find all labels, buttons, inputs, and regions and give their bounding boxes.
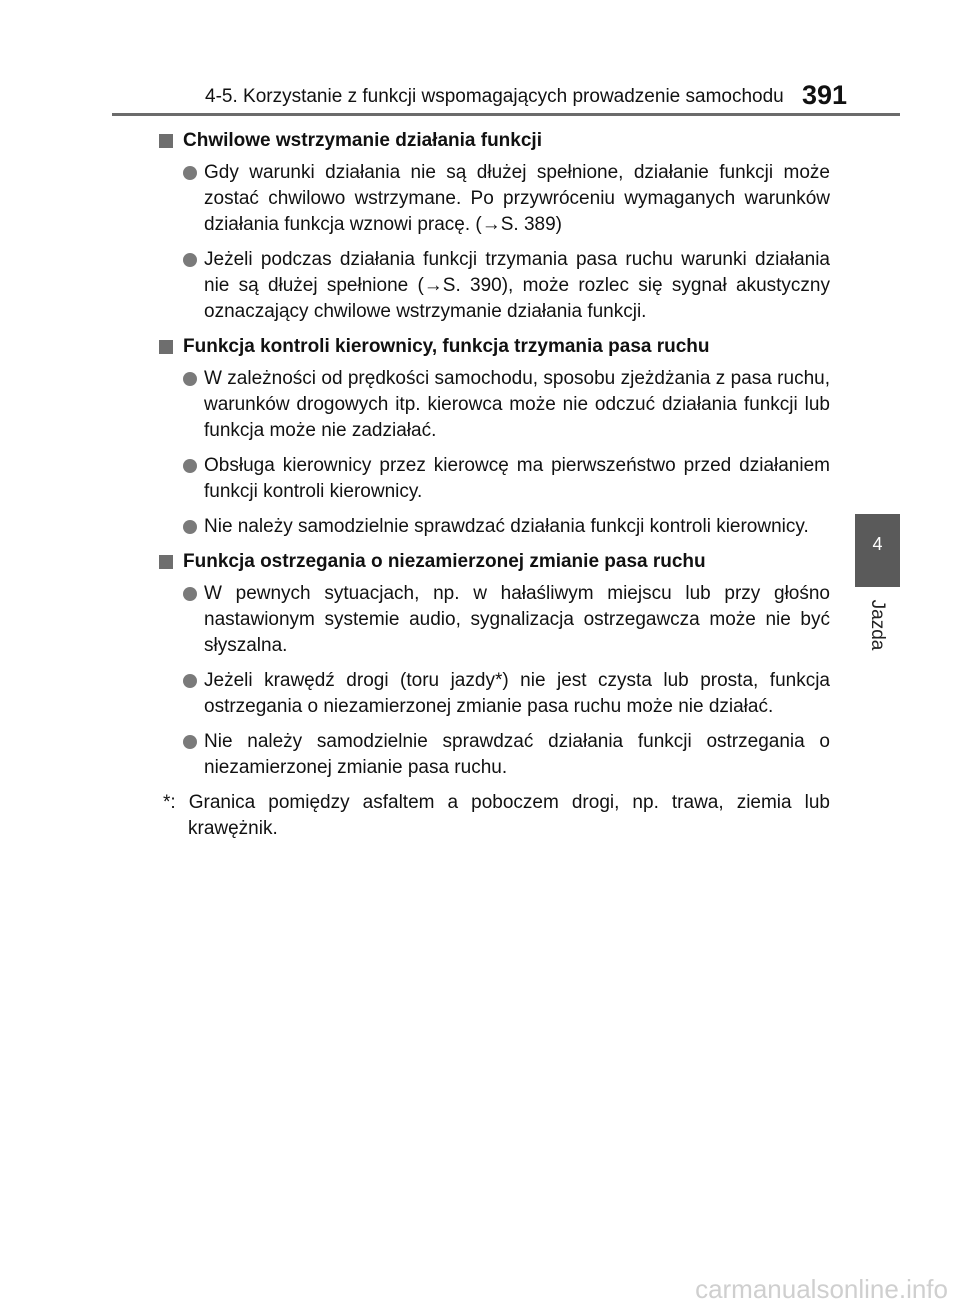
list-item: Jeżeli krawędź drogi (toru jazdy*) nie jest czysta lub prosta, funkcja ostrzegania o niezamierzonej zmianie pasa ruchu może nie działać. bbox=[157, 668, 830, 720]
square-bullet-icon bbox=[159, 134, 173, 148]
list-item: W zależności od prędkości samochodu, sposobu zjeżdżania z pasa ruchu, warunków drogowych itp. kierowca może nie odczuć działania funkcji lub funkcja może nie zadziałać. bbox=[157, 366, 830, 444]
circle-bullet-icon bbox=[183, 372, 197, 386]
circle-bullet-icon bbox=[183, 587, 197, 601]
circle-bullet-icon bbox=[183, 253, 197, 267]
chapter-label: Jazda bbox=[867, 599, 888, 651]
list-item: Obsługa kierownicy przez kierowcę ma pierwszeństwo przed działaniem funkcji kontroli kierownicy. bbox=[157, 453, 830, 505]
chapter-tab bbox=[855, 514, 900, 587]
list-item: W pewnych sytuacjach, np. w hałaśliwym miejscu lub przy głośno nastawionym systemie audio, sygnalizacja ostrzegawcza może nie być słyszalna. bbox=[157, 581, 830, 659]
page-number: 391 bbox=[801, 80, 847, 110]
section-heading: Chwilowe wstrzymanie działania funkcji bbox=[157, 128, 830, 154]
section-title: 4-5. Korzystanie z funkcji wspomagających prowadzenie samochodu bbox=[205, 86, 784, 107]
list-item: Gdy warunki działania nie są dłużej spełnione, działanie funkcji może zostać chwilowo wstrzymane. Po przywróceniu wymaganych warunków działania funkcja wznowi pracę. (→S. 389) bbox=[157, 160, 830, 238]
list-item: Jeżeli podczas działania funkcji trzymania pasa ruchu warunki działania nie są dłużej spełnione (→S. 390), może rozlec się sygnał akustyczny oznaczający chwilowe wstrzymanie działania funkcji. bbox=[157, 247, 830, 325]
footnote: *: Granica pomiędzy asfaltem a poboczem drogi, np. trawa, ziemia lub krawężnik. bbox=[163, 792, 830, 839]
header-divider bbox=[112, 113, 900, 116]
square-bullet-icon bbox=[159, 340, 173, 354]
page-content bbox=[157, 123, 830, 842]
section-lane-departure-warning bbox=[157, 549, 830, 781]
circle-bullet-icon bbox=[183, 520, 197, 534]
circle-bullet-icon bbox=[183, 166, 197, 180]
list-item: Nie należy samodzielnie sprawdzać działania funkcji kontroli kierownicy. bbox=[157, 514, 830, 540]
chapter-label-container bbox=[855, 590, 900, 660]
circle-bullet-icon bbox=[183, 735, 197, 749]
watermark: carmanualsonline.info bbox=[695, 1274, 948, 1304]
list-item: Nie należy samodzielnie sprawdzać działania funkcji ostrzegania o niezamierzonej zmianie pasa ruchu. bbox=[157, 729, 830, 781]
section-pause bbox=[157, 128, 830, 325]
circle-bullet-icon bbox=[183, 459, 197, 473]
chapter-number: 4 bbox=[872, 534, 883, 554]
section-steering-control bbox=[157, 334, 830, 540]
section-heading: Funkcja ostrzegania o niezamierzonej zmianie pasa ruchu bbox=[157, 549, 830, 575]
section-heading: Funkcja kontroli kierownicy, funkcja trzymania pasa ruchu bbox=[157, 334, 830, 360]
circle-bullet-icon bbox=[183, 674, 197, 688]
page-header bbox=[205, 82, 860, 112]
square-bullet-icon bbox=[159, 555, 173, 569]
